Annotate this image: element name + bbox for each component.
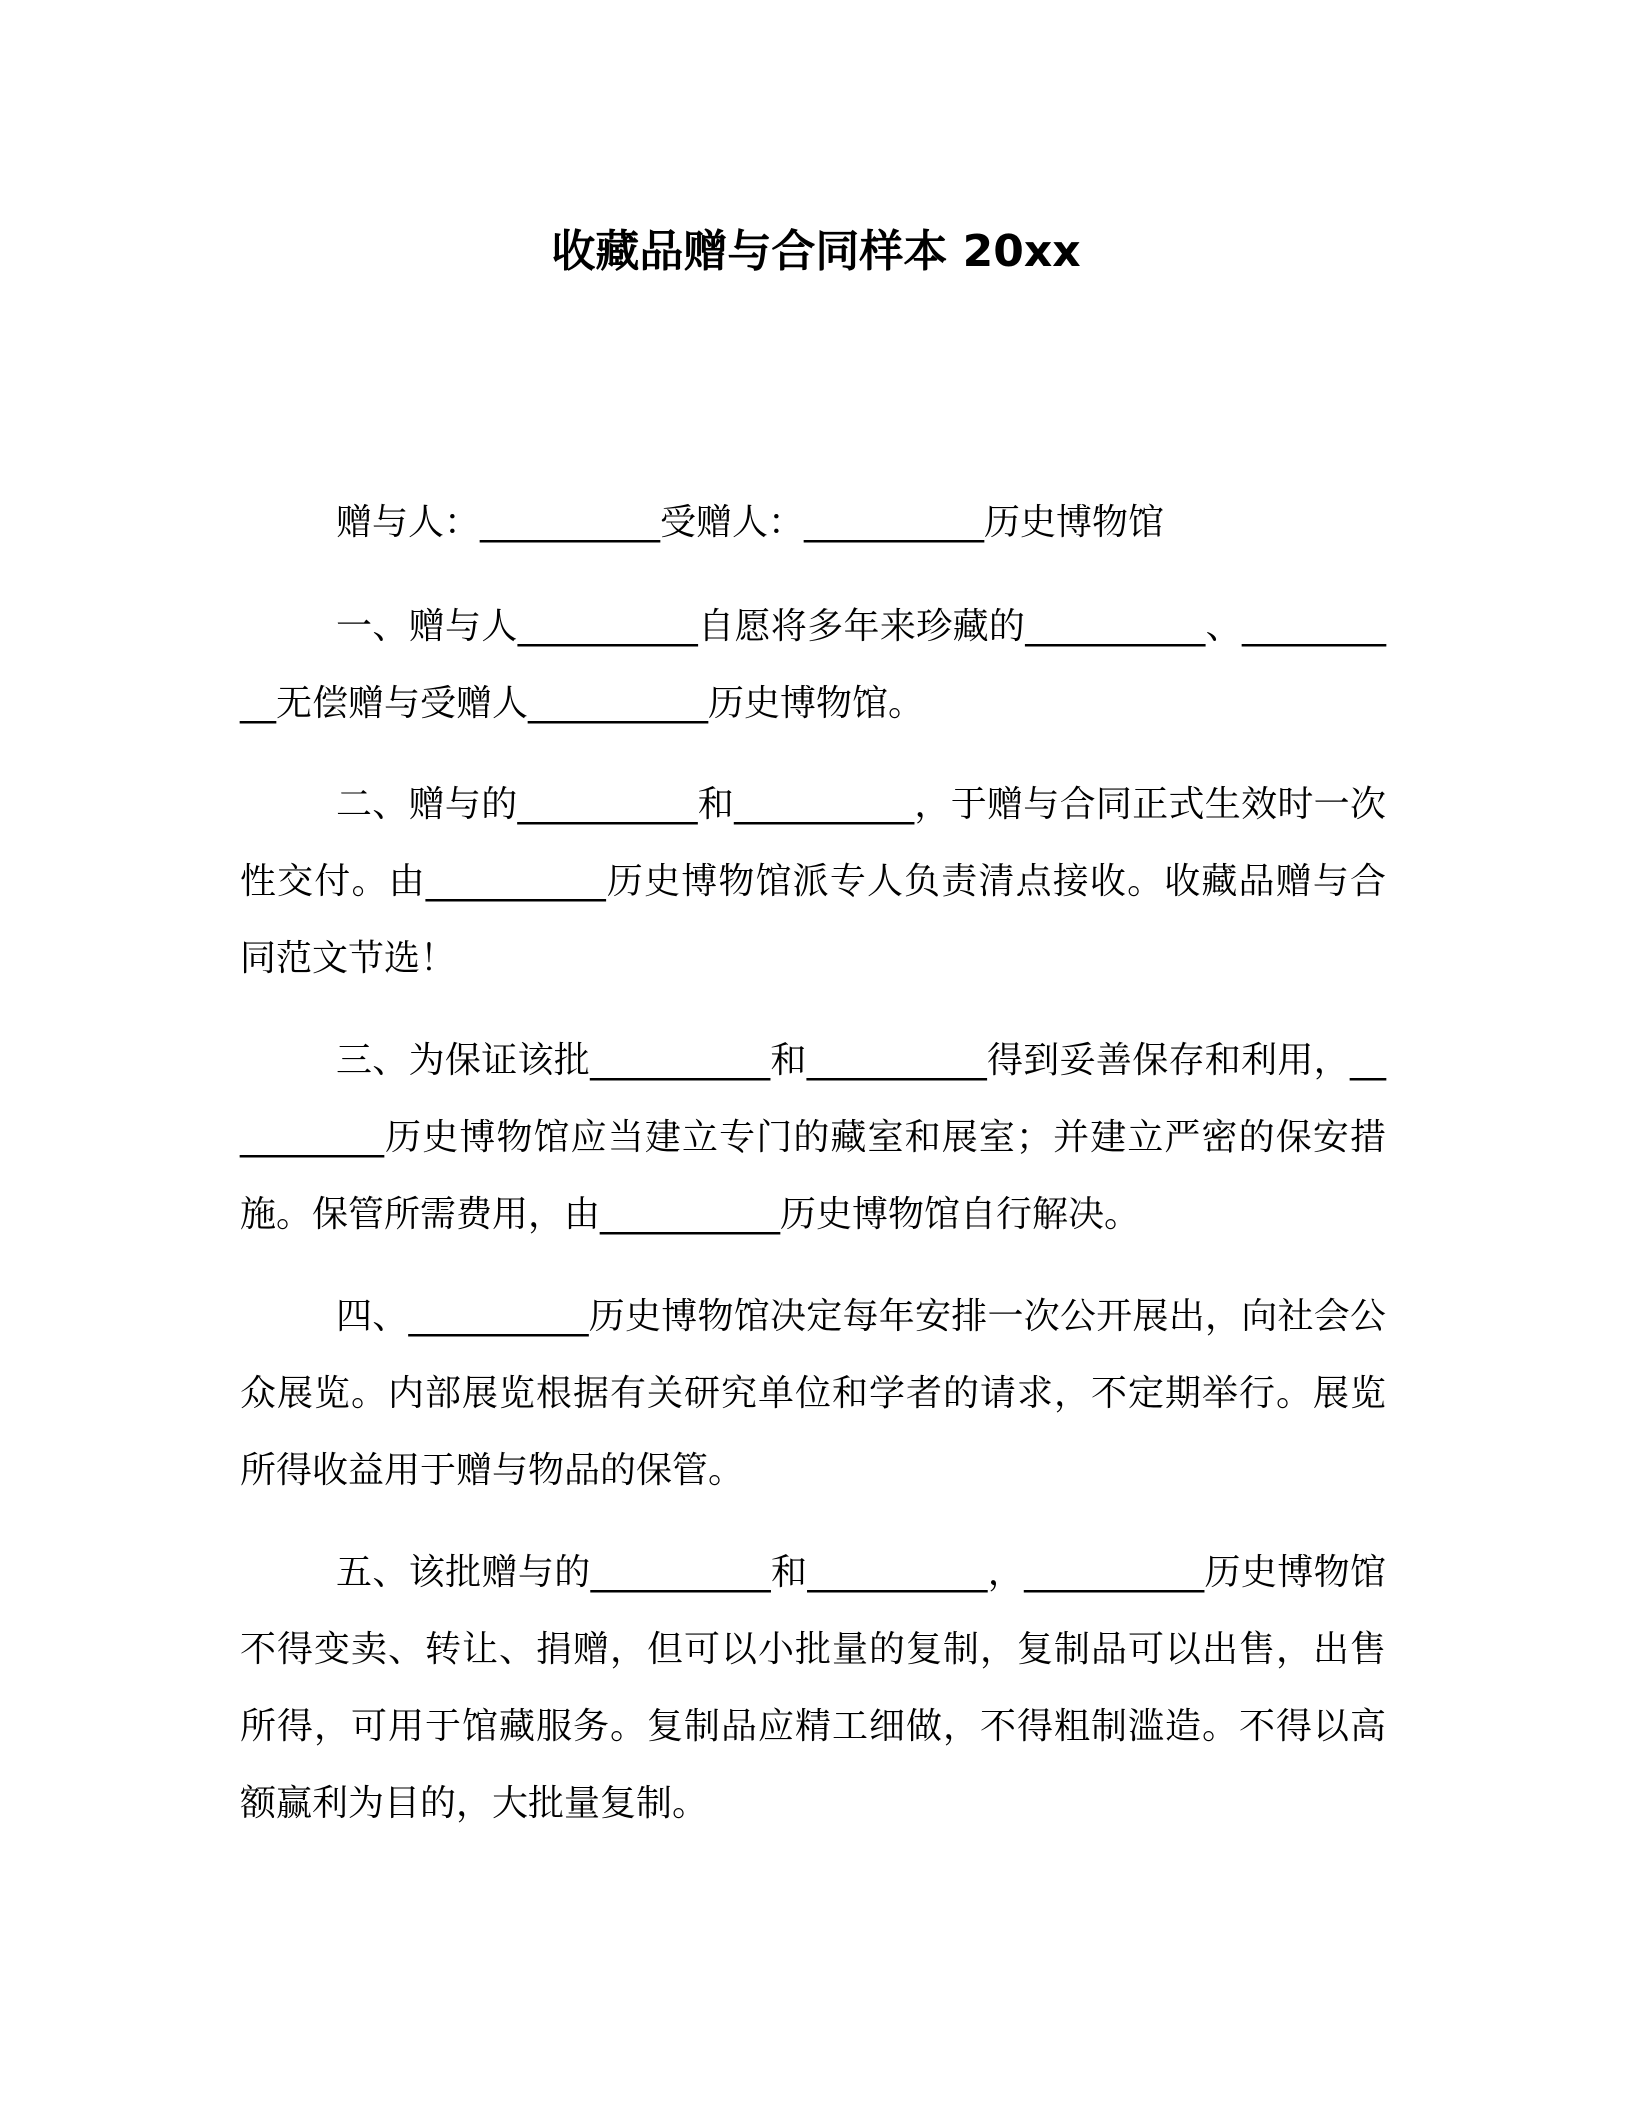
clause-4-block <box>240 1278 1386 1509</box>
clause-5: 五、该批赠与的__________和__________，__________历史博物馆不得变卖、转让、捐赠，但可以小批量的复制，复制品可以出售，出售所得，可用于馆藏服务。复制品应精工细做，不得粗制滥造。不得以高额赢利为目的，大批量复制。 <box>240 1552 1386 1824</box>
clause-3: 三、为保证该批__________和__________得到妥善保存和利用，__________历史博物馆应当建立专门的藏室和展室；并建立严密的保安措施。保管所需费用，由__________历史博物馆自行解决。 <box>240 1040 1386 1235</box>
clause-4: 四、__________历史博物馆决定每年安排一次公开展出，向社会公众展览。内部展览根据有关研究单位和学者的请求，不定期举行。展览所得收益用于赠与物品的保管。 <box>240 1296 1386 1491</box>
clause-2: 二、赠与的__________和__________，于赠与合同正式生效时一次性交付。由__________历史博物馆派专人负责清点接收。收藏品赠与合同范文节选！ <box>240 784 1386 979</box>
clause-3-block <box>240 1022 1386 1253</box>
clause-1: 一、赠与人__________自愿将多年来珍藏的__________、__________无偿赠与受赠人__________历史博物馆。 <box>240 606 1386 724</box>
parties-line: 赠与人：__________受赠人：__________历史博物馆 <box>336 502 1165 543</box>
clause-5-block <box>240 1534 1386 1842</box>
parties-line-block <box>240 484 1386 561</box>
clause-2-block <box>240 766 1386 997</box>
document-title: 收藏品赠与合同样本 20xx <box>551 226 1081 277</box>
clause-1-block <box>240 588 1386 742</box>
